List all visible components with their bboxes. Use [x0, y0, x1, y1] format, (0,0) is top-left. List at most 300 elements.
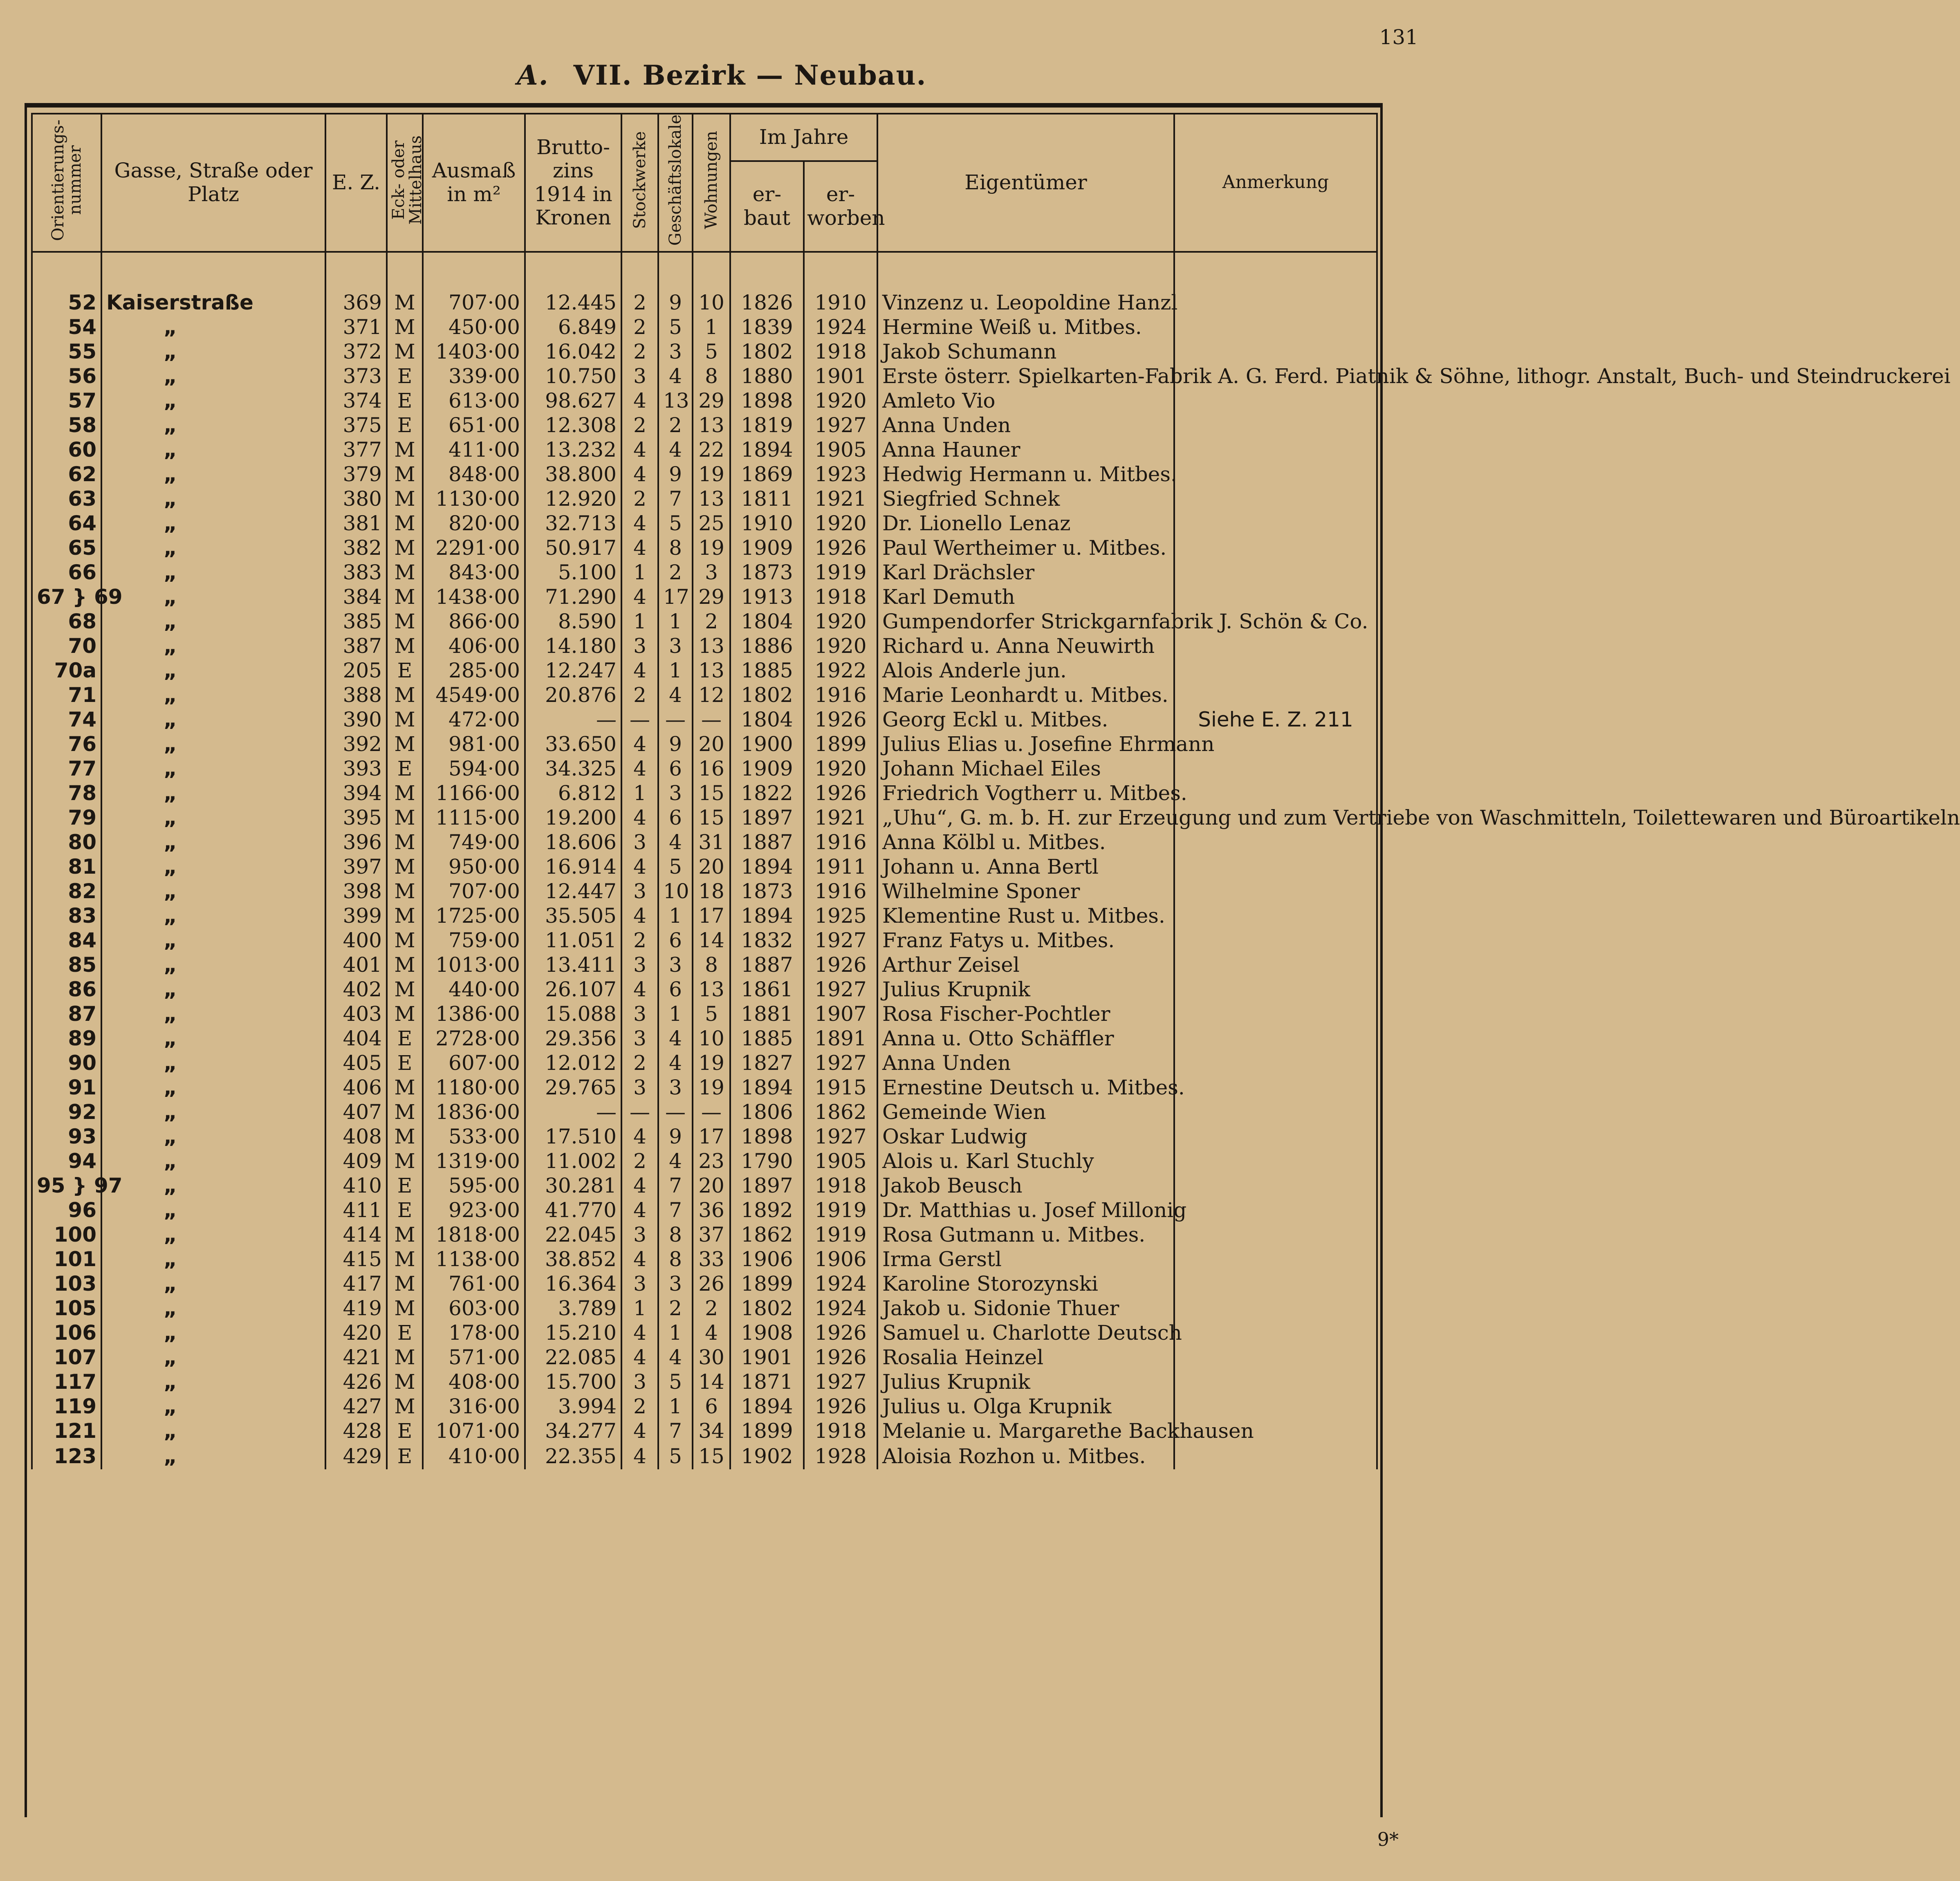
- row-owner: Paul Wertheimer u. Mitbes.: [877, 536, 1174, 560]
- row-street: „: [101, 953, 325, 977]
- row-street: „: [101, 854, 325, 879]
- table-row: [32, 977, 1377, 1002]
- row-floors: 2: [621, 290, 658, 315]
- row-flats: 25: [693, 511, 730, 536]
- row-ez: 410: [325, 1173, 387, 1198]
- page-number: 131: [1379, 25, 1418, 49]
- row-shops: 3: [658, 634, 693, 658]
- row-number: 66: [32, 560, 101, 585]
- row-flats: 13: [693, 487, 730, 511]
- row-acquired: 1928: [804, 1443, 877, 1469]
- row-built: 1839: [730, 315, 804, 339]
- row-rent: 6.849: [525, 315, 621, 339]
- row-area: 1115·00: [423, 805, 525, 830]
- row-owner: Rosa Fischer-Pochtler: [877, 1002, 1174, 1026]
- row-owner: Karoline Storozynski: [877, 1271, 1174, 1296]
- row-floors: 3: [621, 1002, 658, 1026]
- row-owner: Dr. Matthias u. Josef Millonig: [877, 1198, 1174, 1222]
- row-type: M: [387, 536, 423, 560]
- table-row: [32, 1075, 1377, 1100]
- row-area: 2728·00: [423, 1026, 525, 1051]
- row-acquired: 1918: [804, 1419, 877, 1443]
- row-acquired: 1916: [804, 683, 877, 707]
- row-ez: 429: [325, 1443, 387, 1469]
- row-flats: 5: [693, 339, 730, 364]
- row-owner: Amleto Vio: [877, 388, 1174, 413]
- row-area: 316·00: [423, 1394, 525, 1419]
- row-area: 406·00: [423, 634, 525, 658]
- row-floors: 3: [621, 1026, 658, 1051]
- row-ez: 409: [325, 1149, 387, 1173]
- row-shops: 7: [658, 1173, 693, 1198]
- row-street: „: [101, 879, 325, 904]
- row-ez: 415: [325, 1247, 387, 1271]
- row-street: „: [101, 1296, 325, 1321]
- row-type: E: [387, 1026, 423, 1051]
- row-built: 1802: [730, 1296, 804, 1321]
- row-flats: —: [693, 1100, 730, 1124]
- row-acquired: 1901: [804, 364, 877, 388]
- row-ez: 428: [325, 1419, 387, 1443]
- row-rent: 18.606: [525, 830, 621, 854]
- row-street: „: [101, 1173, 325, 1198]
- row-area: 1013·00: [423, 953, 525, 977]
- header-flats: Wohnungen: [693, 114, 730, 252]
- row-built: 1832: [730, 928, 804, 953]
- table-row: [32, 388, 1377, 413]
- row-rent: —: [525, 1100, 621, 1124]
- row-type: E: [387, 364, 423, 388]
- row-owner: Anna Unden: [877, 413, 1174, 437]
- row-built: 1894: [730, 904, 804, 928]
- table-row: [32, 536, 1377, 560]
- row-acquired: 1926: [804, 953, 877, 977]
- row-street: „: [101, 1051, 325, 1075]
- row-ez: 205: [325, 658, 387, 683]
- row-rent: 98.627: [525, 388, 621, 413]
- row-rent: 22.045: [525, 1222, 621, 1247]
- row-ez: 381: [325, 511, 387, 536]
- row-flats: 20: [693, 854, 730, 879]
- row-rent: 16.364: [525, 1271, 621, 1296]
- row-acquired: 1920: [804, 511, 877, 536]
- row-type: E: [387, 1443, 423, 1469]
- row-ez: 377: [325, 437, 387, 462]
- table-row: [32, 1394, 1377, 1419]
- row-floors: 2: [621, 928, 658, 953]
- row-rent: 12.247: [525, 658, 621, 683]
- row-street: „: [101, 1394, 325, 1419]
- row-number: 54: [32, 315, 101, 339]
- row-type: M: [387, 928, 423, 953]
- row-floors: 4: [621, 1321, 658, 1345]
- row-street: „: [101, 1370, 325, 1394]
- row-floors: 2: [621, 1394, 658, 1419]
- row-acquired: 1918: [804, 339, 877, 364]
- table-row: [32, 1026, 1377, 1051]
- row-ez: 398: [325, 879, 387, 904]
- header-corner: Eck- oder Mittelhaus: [387, 114, 423, 252]
- header-ez: E. Z.: [325, 114, 387, 252]
- row-note: [1174, 1100, 1377, 1124]
- row-ez: 393: [325, 756, 387, 781]
- row-type: M: [387, 585, 423, 609]
- row-owner: Rosalia Heinzel: [877, 1345, 1174, 1370]
- row-flats: 10: [693, 1026, 730, 1051]
- row-acquired: 1919: [804, 1198, 877, 1222]
- row-floors: 2: [621, 683, 658, 707]
- row-shops: 9: [658, 462, 693, 487]
- row-ez: 397: [325, 854, 387, 879]
- row-floors: —: [621, 1100, 658, 1124]
- row-acquired: 1891: [804, 1026, 877, 1051]
- row-flats: 10: [693, 290, 730, 315]
- row-ez: 383: [325, 560, 387, 585]
- row-note: [1174, 290, 1377, 315]
- property-table: [31, 113, 1960, 1469]
- row-note: [1174, 1075, 1377, 1100]
- table-header: [32, 114, 1377, 252]
- row-rent: 35.505: [525, 904, 621, 928]
- row-number: 89: [32, 1026, 101, 1051]
- row-type: M: [387, 1149, 423, 1173]
- row-flats: 18: [693, 879, 730, 904]
- row-floors: 4: [621, 462, 658, 487]
- row-rent: 22.355: [525, 1443, 621, 1469]
- row-street: „: [101, 928, 325, 953]
- row-built: 1894: [730, 1394, 804, 1419]
- row-owner: Julius Krupnik: [877, 977, 1174, 1002]
- row-area: 950·00: [423, 854, 525, 879]
- row-rent: 15.700: [525, 1370, 621, 1394]
- table-row: [32, 781, 1377, 805]
- row-note: [1174, 1271, 1377, 1296]
- row-flats: 20: [693, 1173, 730, 1198]
- row-type: M: [387, 462, 423, 487]
- row-type: M: [387, 487, 423, 511]
- row-type: M: [387, 1124, 423, 1149]
- row-flats: 23: [693, 1149, 730, 1173]
- row-built: 1894: [730, 854, 804, 879]
- table-row: [32, 437, 1377, 462]
- row-shops: 9: [658, 732, 693, 756]
- row-ez: 421: [325, 1345, 387, 1370]
- table-row: [32, 560, 1377, 585]
- row-built: 1901: [730, 1345, 804, 1370]
- row-owner: Vinzenz u. Leopoldine Hanzl: [877, 290, 1174, 315]
- row-rent: 3.789: [525, 1296, 621, 1321]
- row-built: 1871: [730, 1370, 804, 1394]
- row-street: „: [101, 1198, 325, 1222]
- row-number: 81: [32, 854, 101, 879]
- row-ez: 371: [325, 315, 387, 339]
- row-street: „: [101, 413, 325, 437]
- row-floors: 2: [621, 487, 658, 511]
- row-note: [1174, 928, 1377, 953]
- row-number: 58: [32, 413, 101, 437]
- row-note: [1174, 437, 1377, 462]
- row-type: M: [387, 437, 423, 462]
- row-type: M: [387, 879, 423, 904]
- row-shops: 4: [658, 1026, 693, 1051]
- row-number: 62: [32, 462, 101, 487]
- row-owner: Julius Krupnik: [877, 1370, 1174, 1394]
- row-rent: 19.200: [525, 805, 621, 830]
- row-number: 65: [32, 536, 101, 560]
- row-flats: 2: [693, 609, 730, 634]
- row-street: „: [101, 1222, 325, 1247]
- row-ez: 401: [325, 953, 387, 977]
- row-built: 1869: [730, 462, 804, 487]
- row-shops: —: [658, 1100, 693, 1124]
- row-owner: Georg Eckl u. Mitbes.: [877, 707, 1174, 732]
- row-floors: 3: [621, 1222, 658, 1247]
- row-built: 1862: [730, 1222, 804, 1247]
- row-shops: 1: [658, 1002, 693, 1026]
- row-number: 107: [32, 1345, 101, 1370]
- row-type: M: [387, 904, 423, 928]
- row-type: M: [387, 1271, 423, 1296]
- row-shops: 8: [658, 1222, 693, 1247]
- row-owner: Anna Unden: [877, 1051, 1174, 1075]
- row-built: 1886: [730, 634, 804, 658]
- row-owner: Franz Fatys u. Mitbes.: [877, 928, 1174, 953]
- table-row: [32, 805, 1377, 830]
- row-floors: 1: [621, 560, 658, 585]
- row-area: 1725·00: [423, 904, 525, 928]
- row-acquired: 1862: [804, 1100, 877, 1124]
- row-street: „: [101, 315, 325, 339]
- row-area: 866·00: [423, 609, 525, 634]
- row-type: M: [387, 1345, 423, 1370]
- row-built: 1873: [730, 560, 804, 585]
- row-shops: 9: [658, 1124, 693, 1149]
- row-type: M: [387, 290, 423, 315]
- row-type: M: [387, 854, 423, 879]
- row-owner: Anna Hauner: [877, 437, 1174, 462]
- row-area: 651·00: [423, 413, 525, 437]
- row-floors: 2: [621, 413, 658, 437]
- row-note: [1174, 1198, 1377, 1222]
- row-street: „: [101, 1247, 325, 1271]
- row-street: „: [101, 1100, 325, 1124]
- row-area: 1138·00: [423, 1247, 525, 1271]
- row-built: 1913: [730, 585, 804, 609]
- row-owner: Irma Gerstl: [877, 1247, 1174, 1271]
- row-built: 1887: [730, 953, 804, 977]
- table-body: [32, 252, 1960, 1469]
- row-flats: 13: [693, 413, 730, 437]
- row-flats: 4: [693, 1321, 730, 1345]
- header-year-group: Im Jahre: [730, 114, 877, 161]
- row-number: 71: [32, 683, 101, 707]
- row-floors: 1: [621, 1296, 658, 1321]
- row-area: 707·00: [423, 879, 525, 904]
- row-shops: 6: [658, 977, 693, 1002]
- row-number: 77: [32, 756, 101, 781]
- row-ez: 384: [325, 585, 387, 609]
- table-row: [32, 953, 1377, 977]
- row-acquired: 1920: [804, 756, 877, 781]
- row-rent: 29.765: [525, 1075, 621, 1100]
- row-owner: Karl Demuth: [877, 585, 1174, 609]
- row-note: [1174, 487, 1377, 511]
- row-number: 52: [32, 290, 101, 315]
- row-number: 55: [32, 339, 101, 364]
- row-floors: 4: [621, 732, 658, 756]
- row-rent: 15.210: [525, 1321, 621, 1345]
- row-built: 1909: [730, 756, 804, 781]
- table-row: [32, 732, 1377, 756]
- row-floors: 2: [621, 1051, 658, 1075]
- row-number: 87: [32, 1002, 101, 1026]
- spacer-row: [32, 252, 1377, 290]
- row-ez: 387: [325, 634, 387, 658]
- row-area: 1438·00: [423, 585, 525, 609]
- table-row: [32, 879, 1377, 904]
- row-rent: 17.510: [525, 1124, 621, 1149]
- row-owner: Jakob u. Sidonie Thuer: [877, 1296, 1174, 1321]
- row-built: 1804: [730, 707, 804, 732]
- table-row: [32, 1149, 1377, 1173]
- row-street: „: [101, 805, 325, 830]
- row-note: [1174, 1002, 1377, 1026]
- row-area: 440·00: [423, 977, 525, 1002]
- row-shops: 2: [658, 560, 693, 585]
- row-type: M: [387, 683, 423, 707]
- row-number: 80: [32, 830, 101, 854]
- row-number: 119: [32, 1394, 101, 1419]
- row-type: M: [387, 1075, 423, 1100]
- row-shops: 3: [658, 339, 693, 364]
- row-street: „: [101, 707, 325, 732]
- table-row: [32, 413, 1377, 437]
- row-rent: 11.002: [525, 1149, 621, 1173]
- row-note: [1174, 1247, 1377, 1271]
- row-rent: 71.290: [525, 585, 621, 609]
- row-shops: 4: [658, 1149, 693, 1173]
- row-flats: 19: [693, 1051, 730, 1075]
- row-street: „: [101, 904, 325, 928]
- row-number: 64: [32, 511, 101, 536]
- row-ez: 426: [325, 1370, 387, 1394]
- row-ez: 379: [325, 462, 387, 487]
- table-row: [32, 1370, 1377, 1394]
- row-area: 1836·00: [423, 1100, 525, 1124]
- row-acquired: 1926: [804, 1345, 877, 1370]
- row-area: 450·00: [423, 315, 525, 339]
- row-built: 1826: [730, 290, 804, 315]
- row-flats: 13: [693, 634, 730, 658]
- row-rent: 26.107: [525, 977, 621, 1002]
- row-area: 749·00: [423, 830, 525, 854]
- row-number: 74: [32, 707, 101, 732]
- row-flats: 19: [693, 1075, 730, 1100]
- row-acquired: 1920: [804, 609, 877, 634]
- row-ez: 388: [325, 683, 387, 707]
- row-built: 1822: [730, 781, 804, 805]
- row-area: 1386·00: [423, 1002, 525, 1026]
- row-street: „: [101, 830, 325, 854]
- row-street: „: [101, 1419, 325, 1443]
- row-type: M: [387, 805, 423, 830]
- row-rent: 12.447: [525, 879, 621, 904]
- row-type: M: [387, 781, 423, 805]
- row-note: [1174, 560, 1377, 585]
- row-acquired: 1907: [804, 1002, 877, 1026]
- row-number: 92: [32, 1100, 101, 1124]
- row-number: 101: [32, 1247, 101, 1271]
- row-shops: 5: [658, 854, 693, 879]
- row-acquired: 1926: [804, 707, 877, 732]
- row-rent: 29.356: [525, 1026, 621, 1051]
- row-floors: 2: [621, 339, 658, 364]
- table-row: [32, 634, 1377, 658]
- header-note: Anmerkung: [1174, 114, 1377, 252]
- row-acquired: 1911: [804, 854, 877, 879]
- row-ez: 406: [325, 1075, 387, 1100]
- row-flats: 17: [693, 904, 730, 928]
- row-street: „: [101, 1443, 325, 1469]
- row-owner: Arthur Zeisel: [877, 953, 1174, 977]
- row-owner: Hermine Weiß u. Mitbes.: [877, 315, 1174, 339]
- row-floors: 4: [621, 854, 658, 879]
- row-flats: 6: [693, 1394, 730, 1419]
- row-area: 848·00: [423, 462, 525, 487]
- row-area: 1403·00: [423, 339, 525, 364]
- row-street: „: [101, 756, 325, 781]
- row-type: M: [387, 1002, 423, 1026]
- row-flats: 16: [693, 756, 730, 781]
- row-street: Kaiserstraße: [101, 290, 325, 315]
- row-note: [1174, 634, 1377, 658]
- row-note: [1174, 388, 1377, 413]
- row-area: 607·00: [423, 1051, 525, 1075]
- row-floors: 2: [621, 1149, 658, 1173]
- table-row: [32, 756, 1377, 781]
- row-area: 1071·00: [423, 1419, 525, 1443]
- table-row: [32, 1173, 1377, 1198]
- row-ez: 405: [325, 1051, 387, 1075]
- row-shops: 10: [658, 879, 693, 904]
- row-type: E: [387, 413, 423, 437]
- row-built: 1790: [730, 1149, 804, 1173]
- row-street: „: [101, 1075, 325, 1100]
- row-acquired: 1927: [804, 928, 877, 953]
- row-ez: 407: [325, 1100, 387, 1124]
- row-acquired: 1927: [804, 977, 877, 1002]
- row-number: 78: [32, 781, 101, 805]
- row-note: [1174, 1321, 1377, 1345]
- row-built: 1898: [730, 1124, 804, 1149]
- row-note: [1174, 1370, 1377, 1394]
- row-owner: „Uhu“, G. m. b. H. zur Erzeugung und zum Vertriebe von Waschmitteln, Toilettewaren und Büroartikeln: [877, 805, 1174, 830]
- row-note: [1174, 1051, 1377, 1075]
- row-flats: 17: [693, 1124, 730, 1149]
- row-shops: 4: [658, 437, 693, 462]
- row-acquired: 1927: [804, 1370, 877, 1394]
- row-type: M: [387, 1370, 423, 1394]
- row-street: „: [101, 585, 325, 609]
- row-built: 1802: [730, 339, 804, 364]
- table-row: [32, 1345, 1377, 1370]
- row-street: „: [101, 1124, 325, 1149]
- row-note: [1174, 1124, 1377, 1149]
- row-ez: 373: [325, 364, 387, 388]
- row-rent: 16.914: [525, 854, 621, 879]
- row-built: 1894: [730, 437, 804, 462]
- row-rent: —: [525, 707, 621, 732]
